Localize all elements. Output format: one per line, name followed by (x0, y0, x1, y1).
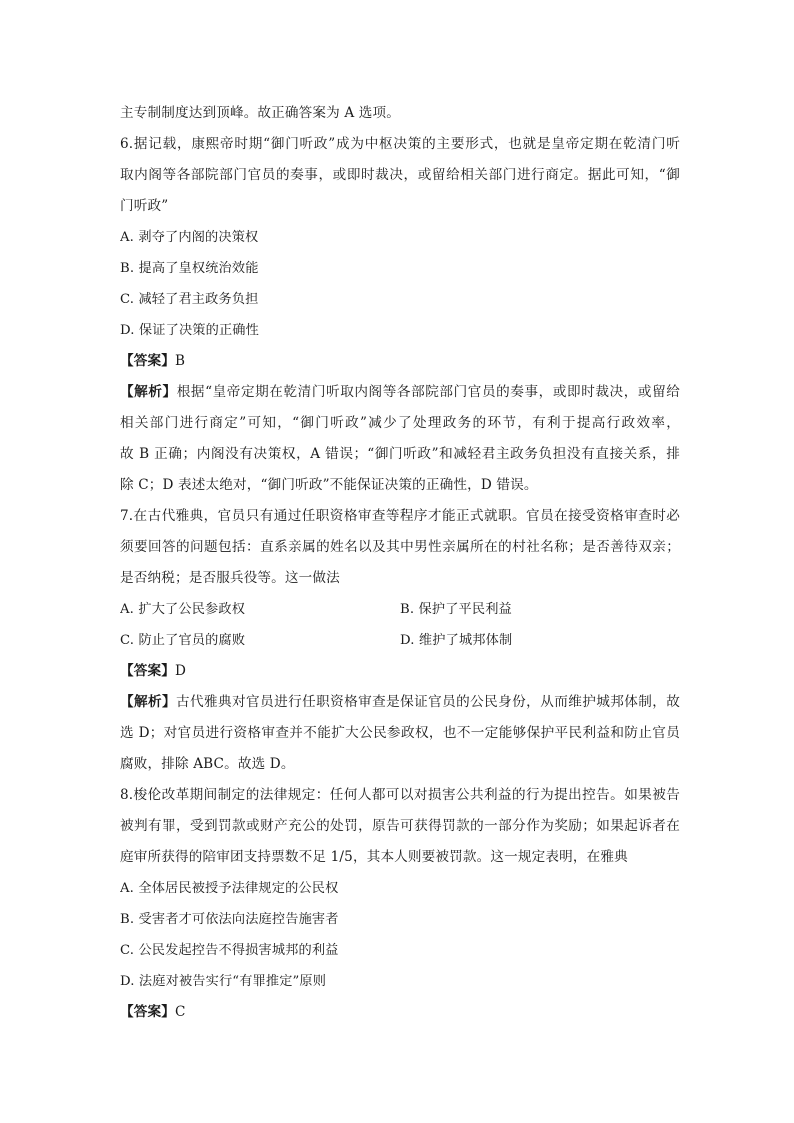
question-7-analysis: 腐败，排除 ABC。故选 D。 (120, 756, 295, 772)
question-7-options-row (120, 625, 680, 656)
question-8-option-d: D. 法庭对被告实行“有罪推定”原则 (120, 974, 327, 989)
question-8-answer (120, 997, 680, 1028)
question-6-analysis: 除 C；D 表述太绝对，“御门听政”不能保证决策的正确性，D 错误。 (120, 477, 538, 493)
answer-value: B (174, 353, 186, 369)
question-7-stem: 是否纳税；是否服兵役等。这一做法 (120, 570, 340, 586)
question-6-analysis (120, 377, 680, 408)
question-6-option-c: C. 减轻了君主政务负担 (120, 292, 259, 307)
analysis-text: 根据“皇帝定期在乾清门听取内阁等各部院部门官员的奏事，或即时裁决，或留给 (176, 384, 680, 400)
question-7-option-d: D. 维护了城邦体制 (400, 633, 513, 648)
document-page (120, 98, 680, 1028)
question-8-stem: 被判有罪，受到罚款或财产充公的处罚，原告可获得罚款的一部分作为奖励；如果起诉者在 (120, 818, 680, 834)
question-6-analysis: 相关部门进行商定”可知，“御门听政”减少了处理政务的环节，有利于提高行政效率， (120, 415, 680, 431)
question-7-answer (120, 656, 680, 687)
answer-value: C (174, 1004, 186, 1020)
question-6-option-b: B. 提高了皇权统治效能 (120, 261, 259, 276)
question-6-stem: 6.据记载，康熙帝时期“御门听政”成为中枢决策的主要形式，也就是皇帝定期在乾清门听 (120, 136, 680, 152)
question-6-analysis: 故 B 正确；内阁没有决策权，A 错误；“御门听政”和减轻君主政务负担没有直接关系，排 (120, 446, 680, 462)
analysis-label: 【解析】 (120, 384, 177, 400)
text-line: 主专制制度达到顶峰。故正确答案为 A 选项。 (120, 105, 401, 121)
analysis-label: 【解析】 (120, 694, 177, 710)
question-6-stem: 门听政” (120, 198, 169, 214)
answer-value: D (174, 663, 187, 679)
question-6-option-d: D. 保证了决策的正确性 (120, 323, 259, 338)
question-7-stem: 须要回答的问题包括：直系亲属的姓名以及其中男性亲属所在的村社名称；是否善待双亲； (120, 539, 680, 555)
question-7-stem: 7.在古代雅典，官员只有通过任职资格审查等程序才能正式就职。官员在接受资格审查时必 (120, 508, 680, 524)
question-8-option-c: C. 公民发起控告不得损害城邦的利益 (120, 943, 339, 958)
question-6-stem: 取内阁等各部院部门官员的奏事，或即时裁决，或留给相关部门进行商定。据此可知，“御 (120, 167, 680, 183)
question-8-option-a: A. 全体居民被授予法律规定的公民权 (120, 881, 339, 896)
answer-label: 【答案】 (120, 1004, 175, 1020)
question-8-stem: 庭审所获得的陪审团支持票数不足 1/5，其本人则要被罚款。这一规定表明，在雅典 (120, 849, 628, 865)
answer-label: 【答案】 (120, 663, 175, 679)
question-7-option-a: A. 扩大了公民参政权 (120, 602, 246, 617)
analysis-text: 古代雅典对官员进行任职资格审查是保证官员的公民身份，从而维护城邦体制，故 (176, 694, 680, 710)
question-8-option-b: B. 受害者才可依法向法庭控告施害者 (120, 912, 339, 927)
answer-label: 【答案】 (120, 353, 175, 369)
question-6-option-a: A. 剥夺了内阁的决策权 (120, 230, 259, 245)
question-7-option-c: C. 防止了官员的腐败 (120, 633, 246, 648)
question-7-analysis: 选 D；对官员进行资格审查并不能扩大公民参政权，也不一定能够保护平民利益和防止官员 (120, 725, 680, 741)
question-6-answer (120, 346, 680, 377)
question-7-options-row (120, 594, 680, 625)
question-7-option-b: B. 保护了平民利益 (400, 602, 512, 617)
question-7-analysis (120, 687, 680, 718)
question-8-stem: 8.梭伦改革期间制定的法律规定：任何人都可以对损害公共利益的行为提出控告。如果被告 (120, 787, 680, 803)
